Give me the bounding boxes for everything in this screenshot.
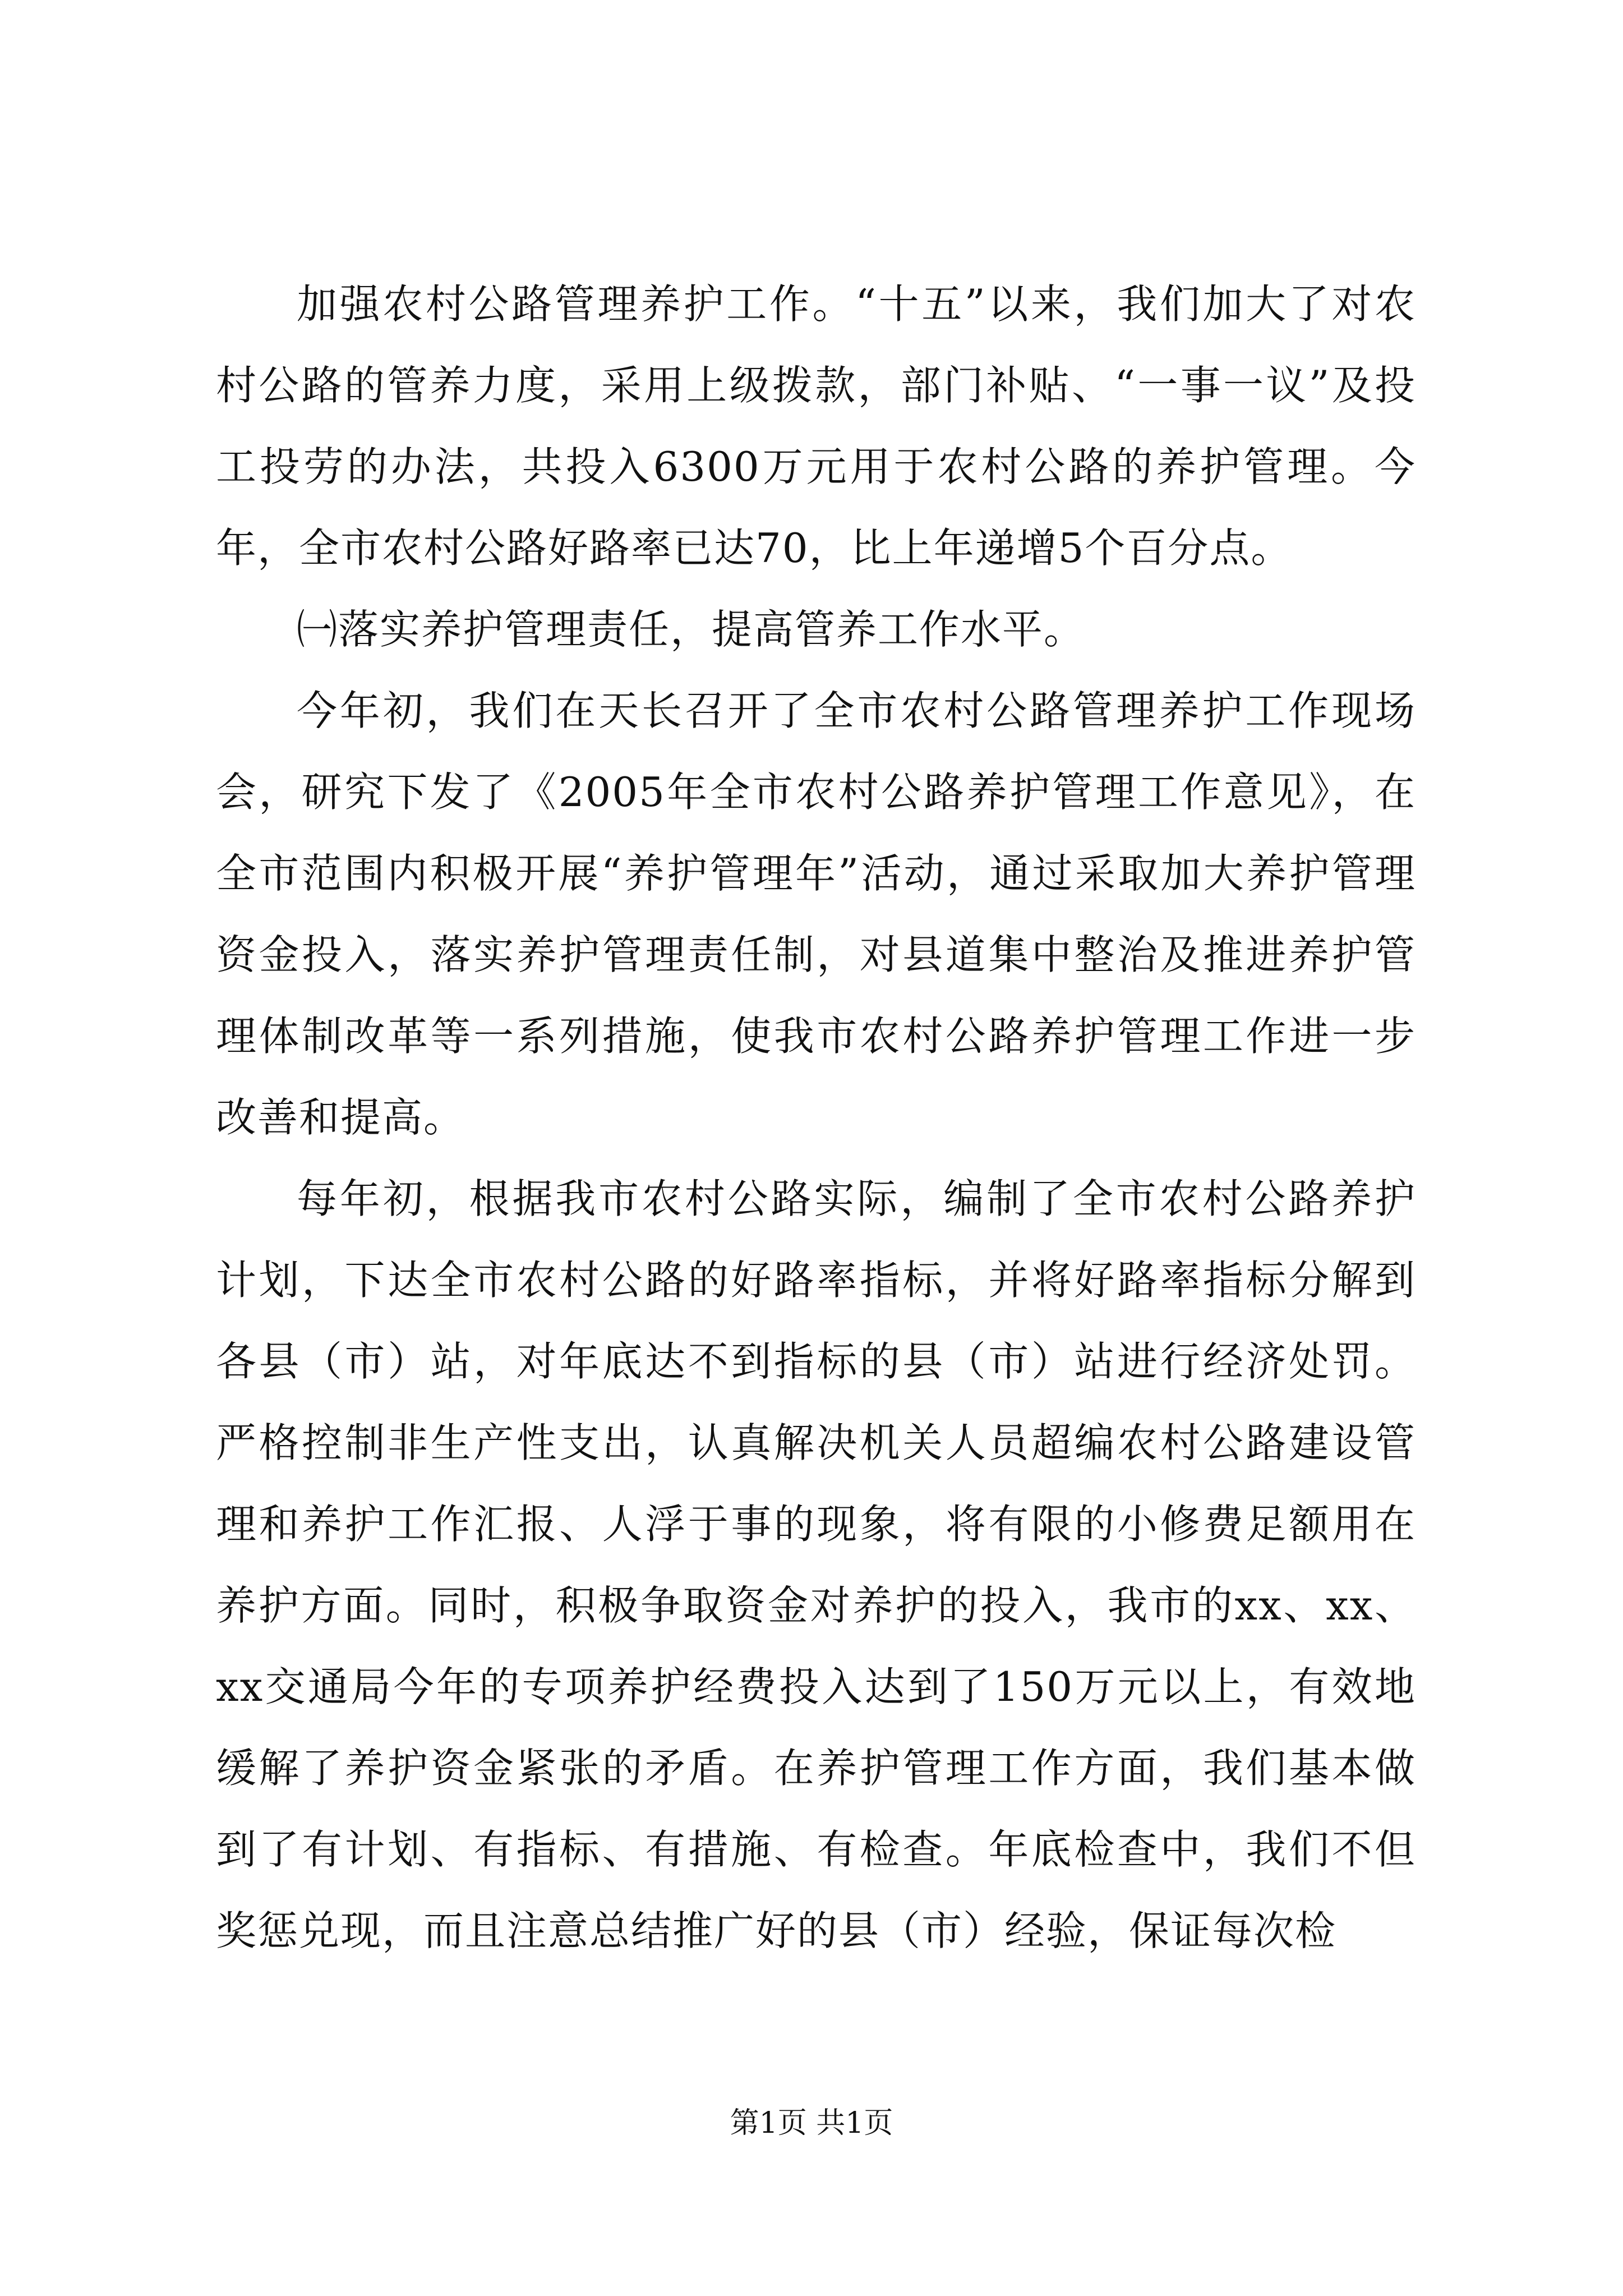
page-footer: 第1页 共1页 xyxy=(730,2106,893,2140)
paragraph-annual-plan: 每年初，根据我市农村公路实际，编制了全市农村公路养护计划，下达全市农村公路的好路率指标，并将好路率指标分解到各县（市）站，对年底达不到指标的县（市）站进行经济处罚。严格控制非生产性支出，认真解决机关人员超编农村公路建设管理和养护工作汇报、人浮于事的现象，将有限的小修费足额用在养护方面。同时，积极争取资金对养护的投入，我市的xx、xx、xx交通局今年的专项养护经费投入达到了150万元以上，有效地缓解了养护资金紧张的矛盾。在养护管理工作方面，我们基本做到了有计划、有指标、有措施、有检查。年底检查中，我们不但奖惩兑现，而且注意总结推广好的县（市）经验，保证每次检 xyxy=(216,1175,1416,1954)
document-body xyxy=(216,264,1416,1972)
paragraph-section-heading: ㈠落实养护管理责任，提高管养工作水平。 xyxy=(297,606,1086,653)
paragraph-road-maintenance-intro: 加强农村公路管理养护工作。“十五”以来，我们加大了对农村公路的管养力度，采用上级拨款，部门补贴、“一事一议”及投工投劳的办法，共投入6300万元用于农村公路的养护管理。今年，全市农村公路好路率已达70，比上年递增5个百分点。 xyxy=(216,280,1416,572)
paragraph-early-year-meeting: 今年初，我们在天长召开了全市农村公路管理养护工作现场会，研究下发了《2005年全市农村公路养护管理工作意见》，在全市范围内积极开展“养护管理年”活动，通过采取加大养护管理资金投入，落实养护管理责任制，对县道集中整治及推进养护管理体制改革等一系列措施，使我市农村公路养护管理工作进一步改善和提高。 xyxy=(216,687,1416,1141)
